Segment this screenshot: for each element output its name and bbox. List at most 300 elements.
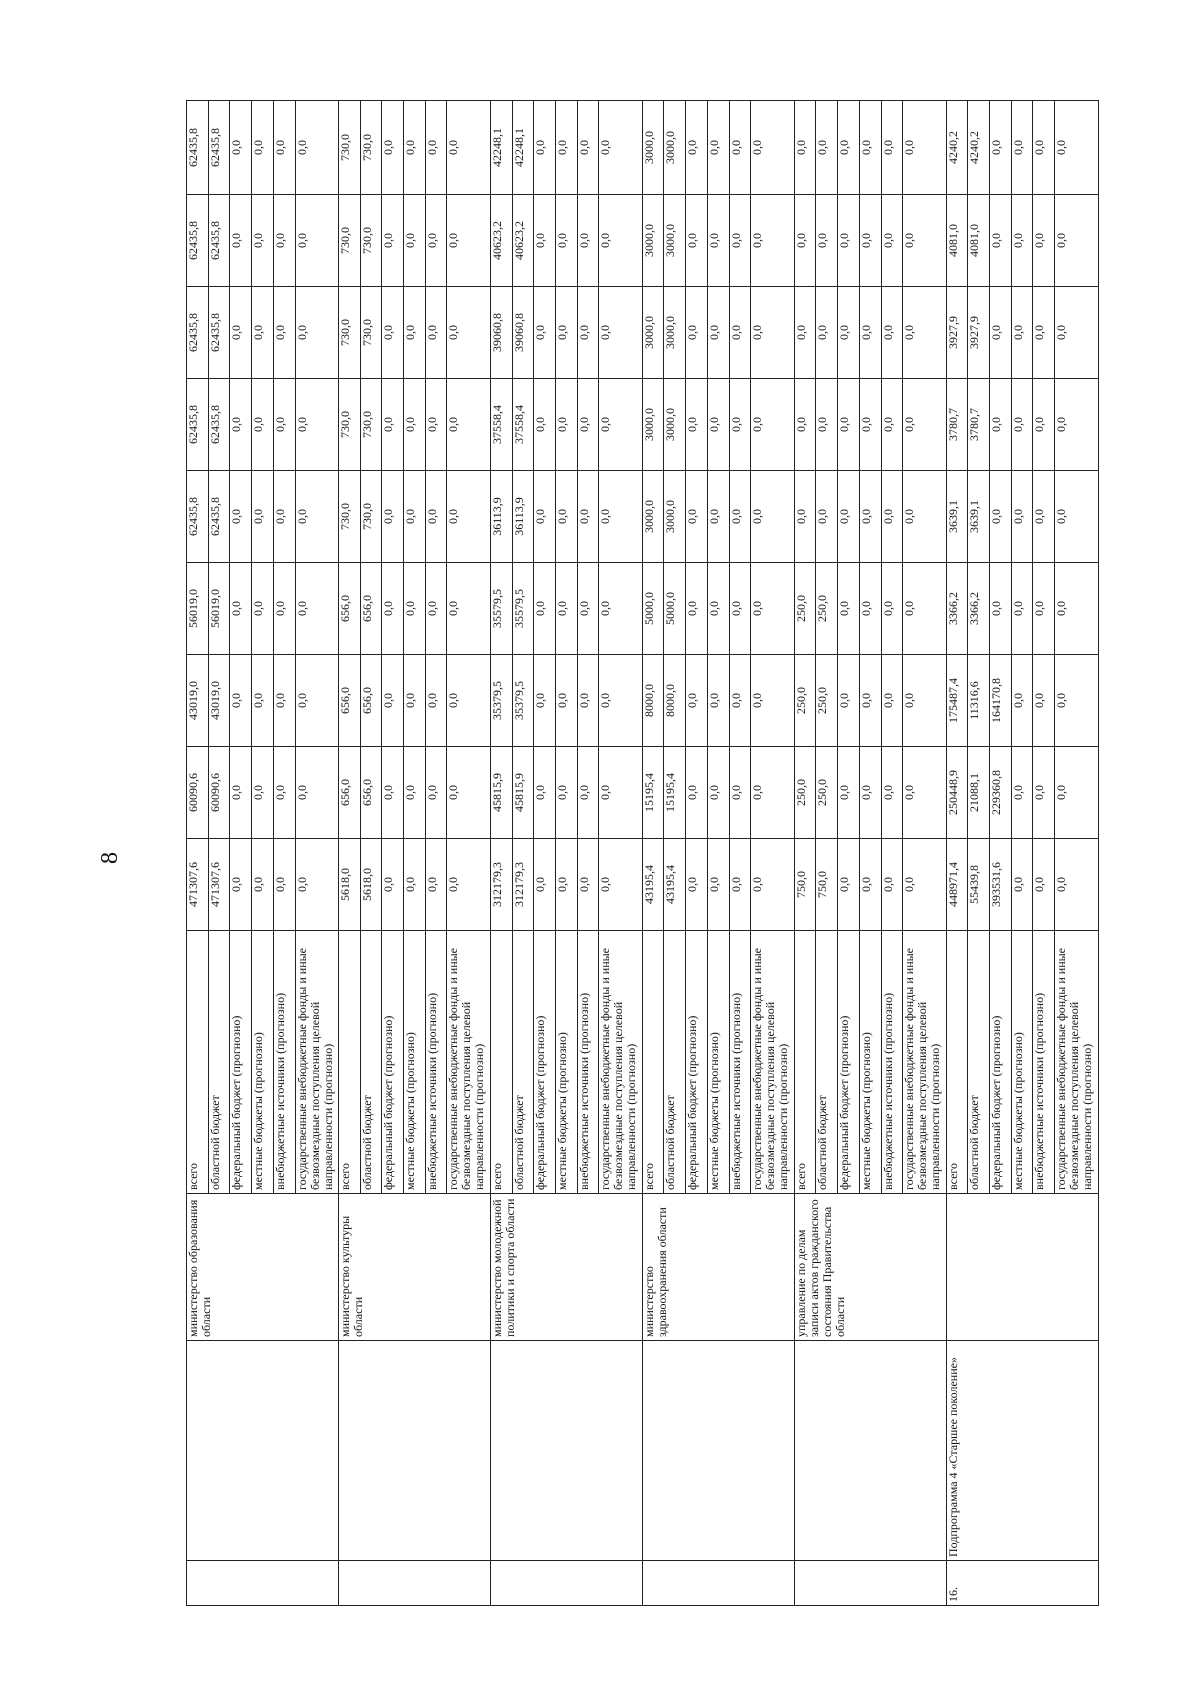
amount-cell: 164170,8 <box>990 655 1012 747</box>
amount-cell: 62435,8 <box>208 101 230 195</box>
amount-cell: 43195,4 <box>664 839 686 931</box>
amount-cell: 0,0 <box>273 379 295 471</box>
amount-cell: 0,0 <box>903 839 946 931</box>
amount-cell: 0,0 <box>1055 563 1098 655</box>
amount-cell: 0,0 <box>816 101 838 195</box>
amount-cell: 0,0 <box>1033 471 1055 563</box>
amount-cell: 0,0 <box>1055 655 1098 747</box>
amount-cell: 0,0 <box>404 195 426 287</box>
amount-cell: 0,0 <box>859 471 881 563</box>
amount-cell: 0,0 <box>599 195 642 287</box>
amount-cell: 750,0 <box>794 839 816 931</box>
funding-source-cell: местные бюджеты (прогнозно) <box>404 931 426 1194</box>
row-number-cell: 16. <box>946 1561 1098 1606</box>
amount-cell: 0,0 <box>686 287 708 379</box>
amount-cell: 0,0 <box>707 379 729 471</box>
amount-cell: 471307,6 <box>208 839 230 931</box>
amount-cell: 0,0 <box>577 747 599 839</box>
funding-source-cell: федеральный бюджет (прогнозно) <box>382 931 404 1194</box>
row-number-cell <box>642 1561 794 1606</box>
amount-cell: 0,0 <box>534 747 556 839</box>
amount-cell: 0,0 <box>859 287 881 379</box>
amount-cell: 0,0 <box>555 287 577 379</box>
funding-source-cell: государственные внебюджетные фонды и иные безвозмездные поступления целевой направленности (прогнозно) <box>1055 931 1098 1194</box>
amount-cell: 0,0 <box>1055 471 1098 563</box>
amount-cell: 250,0 <box>816 563 838 655</box>
amount-cell: 62435,8 <box>187 195 209 287</box>
amount-cell: 4081,0 <box>946 195 968 287</box>
amount-cell: 0,0 <box>707 287 729 379</box>
amount-cell: 3927,9 <box>946 287 968 379</box>
amount-cell: 0,0 <box>1011 101 1033 195</box>
executor-cell: министерство культуры области <box>338 1194 490 1341</box>
amount-cell: 3000,0 <box>642 471 664 563</box>
amount-cell: 56019,0 <box>187 563 209 655</box>
funding-source-cell: государственные внебюджетные фонды и иные безвозмездные поступления целевой направленности (прогнозно) <box>447 931 490 1194</box>
amount-cell: 0,0 <box>838 655 860 747</box>
funding-source-cell: местные бюджеты (прогнозно) <box>1011 931 1033 1194</box>
amount-cell: 0,0 <box>252 471 274 563</box>
amount-cell: 0,0 <box>859 379 881 471</box>
amount-cell: 5000,0 <box>664 563 686 655</box>
amount-cell: 250448,9 <box>946 747 968 839</box>
amount-cell: 35579,5 <box>490 563 512 655</box>
amount-cell: 656,0 <box>360 563 382 655</box>
amount-cell: 0,0 <box>273 655 295 747</box>
amount-cell: 0,0 <box>382 101 404 195</box>
amount-cell: 0,0 <box>273 839 295 931</box>
amount-cell: 0,0 <box>686 655 708 747</box>
amount-cell: 0,0 <box>295 655 338 747</box>
amount-cell: 0,0 <box>425 101 447 195</box>
funding-source-cell: местные бюджеты (прогнозно) <box>555 931 577 1194</box>
amount-cell: 312179,3 <box>512 839 534 931</box>
amount-cell: 0,0 <box>990 563 1012 655</box>
amount-cell: 0,0 <box>859 101 881 195</box>
amount-cell: 0,0 <box>1033 379 1055 471</box>
amount-cell: 0,0 <box>838 563 860 655</box>
amount-cell: 0,0 <box>881 287 903 379</box>
funding-source-cell: всего <box>794 931 816 1194</box>
amount-cell: 0,0 <box>838 839 860 931</box>
amount-cell: 35379,5 <box>512 655 534 747</box>
table-row <box>187 101 209 1606</box>
amount-cell: 0,0 <box>881 195 903 287</box>
amount-cell: 8000,0 <box>642 655 664 747</box>
amount-cell: 5618,0 <box>360 839 382 931</box>
amount-cell: 0,0 <box>534 471 556 563</box>
amount-cell: 0,0 <box>751 195 794 287</box>
amount-cell: 0,0 <box>382 287 404 379</box>
amount-cell: 4240,2 <box>946 101 968 195</box>
amount-cell: 0,0 <box>686 471 708 563</box>
amount-cell: 750,0 <box>816 839 838 931</box>
amount-cell: 730,0 <box>360 101 382 195</box>
amount-cell: 0,0 <box>425 563 447 655</box>
amount-cell: 0,0 <box>1055 195 1098 287</box>
amount-cell: 0,0 <box>577 379 599 471</box>
amount-cell: 35579,5 <box>512 563 534 655</box>
amount-cell: 0,0 <box>555 655 577 747</box>
amount-cell: 0,0 <box>273 563 295 655</box>
amount-cell: 3000,0 <box>664 379 686 471</box>
funding-source-cell: внебюджетные источники (прогнозно) <box>729 931 751 1194</box>
amount-cell: 0,0 <box>707 471 729 563</box>
amount-cell: 0,0 <box>599 655 642 747</box>
amount-cell: 0,0 <box>1033 655 1055 747</box>
funding-source-cell: всего <box>642 931 664 1194</box>
funding-source-cell: всего <box>338 931 360 1194</box>
amount-cell: 0,0 <box>1011 839 1033 931</box>
amount-cell: 3639,1 <box>946 471 968 563</box>
amount-cell: 0,0 <box>990 101 1012 195</box>
amount-cell: 0,0 <box>838 195 860 287</box>
amount-cell: 62435,8 <box>208 379 230 471</box>
rotated-table-page <box>186 101 1095 1606</box>
amount-cell: 3366,2 <box>946 563 968 655</box>
amount-cell: 8000,0 <box>664 655 686 747</box>
amount-cell: 3927,9 <box>968 287 990 379</box>
funding-source-cell: областной бюджет <box>664 931 686 1194</box>
amount-cell: 0,0 <box>1011 287 1033 379</box>
amount-cell: 0,0 <box>1055 747 1098 839</box>
amount-cell: 55439,8 <box>968 839 990 931</box>
amount-cell: 0,0 <box>707 195 729 287</box>
amount-cell: 0,0 <box>816 379 838 471</box>
amount-cell: 0,0 <box>382 195 404 287</box>
funding-source-cell: федеральный бюджет (прогнозно) <box>990 931 1012 1194</box>
amount-cell: 0,0 <box>295 195 338 287</box>
amount-cell: 0,0 <box>838 747 860 839</box>
amount-cell: 0,0 <box>425 747 447 839</box>
amount-cell: 0,0 <box>1055 839 1098 931</box>
amount-cell: 0,0 <box>1033 287 1055 379</box>
amount-cell: 0,0 <box>382 563 404 655</box>
program-name-cell <box>642 1341 794 1561</box>
amount-cell: 0,0 <box>1033 747 1055 839</box>
amount-cell: 0,0 <box>751 287 794 379</box>
amount-cell: 0,0 <box>1011 563 1033 655</box>
amount-cell: 0,0 <box>555 195 577 287</box>
amount-cell: 0,0 <box>859 747 881 839</box>
amount-cell: 39060,8 <box>512 287 534 379</box>
funding-source-cell: федеральный бюджет (прогнозно) <box>838 931 860 1194</box>
table-row <box>338 101 360 1606</box>
executor-cell: министерство образования области <box>187 1194 339 1341</box>
amount-cell: 0,0 <box>252 839 274 931</box>
amount-cell: 0,0 <box>729 101 751 195</box>
amount-cell: 43019,0 <box>187 655 209 747</box>
amount-cell: 656,0 <box>338 747 360 839</box>
amount-cell: 0,0 <box>859 563 881 655</box>
amount-cell: 56019,0 <box>208 563 230 655</box>
amount-cell: 0,0 <box>859 839 881 931</box>
amount-cell: 0,0 <box>577 563 599 655</box>
amount-cell: 0,0 <box>794 101 816 195</box>
amount-cell: 0,0 <box>881 471 903 563</box>
amount-cell: 0,0 <box>599 563 642 655</box>
amount-cell: 0,0 <box>382 747 404 839</box>
amount-cell: 730,0 <box>338 101 360 195</box>
amount-cell: 39060,8 <box>490 287 512 379</box>
amount-cell: 3000,0 <box>664 195 686 287</box>
funding-source-cell: областной бюджет <box>512 931 534 1194</box>
amount-cell: 0,0 <box>707 747 729 839</box>
amount-cell: 0,0 <box>555 101 577 195</box>
row-number-cell <box>794 1561 946 1606</box>
amount-cell: 0,0 <box>252 195 274 287</box>
amount-cell: 0,0 <box>425 471 447 563</box>
program-name-cell <box>490 1341 642 1561</box>
amount-cell: 0,0 <box>707 839 729 931</box>
amount-cell: 3000,0 <box>642 287 664 379</box>
amount-cell: 730,0 <box>338 195 360 287</box>
amount-cell: 0,0 <box>295 287 338 379</box>
amount-cell: 0,0 <box>295 471 338 563</box>
amount-cell: 0,0 <box>881 747 903 839</box>
amount-cell: 0,0 <box>404 839 426 931</box>
amount-cell: 0,0 <box>599 101 642 195</box>
amount-cell: 656,0 <box>338 655 360 747</box>
amount-cell: 0,0 <box>555 563 577 655</box>
amount-cell: 0,0 <box>729 747 751 839</box>
rotated-table-container <box>186 101 1095 1606</box>
amount-cell: 0,0 <box>1055 101 1098 195</box>
amount-cell: 36113,9 <box>490 471 512 563</box>
amount-cell: 0,0 <box>252 379 274 471</box>
amount-cell: 0,0 <box>859 655 881 747</box>
amount-cell: 0,0 <box>794 287 816 379</box>
amount-cell: 0,0 <box>729 563 751 655</box>
amount-cell: 0,0 <box>295 747 338 839</box>
amount-cell: 250,0 <box>816 747 838 839</box>
amount-cell: 0,0 <box>425 839 447 931</box>
amount-cell: 0,0 <box>686 747 708 839</box>
amount-cell: 0,0 <box>599 839 642 931</box>
amount-cell: 229360,8 <box>990 747 1012 839</box>
amount-cell: 0,0 <box>382 839 404 931</box>
budget-table <box>186 100 1099 1606</box>
row-number-cell <box>338 1561 490 1606</box>
amount-cell: 0,0 <box>273 287 295 379</box>
table-row <box>642 101 664 1606</box>
amount-cell: 0,0 <box>903 101 946 195</box>
amount-cell: 0,0 <box>577 471 599 563</box>
amount-cell: 0,0 <box>404 287 426 379</box>
amount-cell: 3000,0 <box>642 101 664 195</box>
amount-cell: 45815,9 <box>512 747 534 839</box>
amount-cell: 0,0 <box>729 839 751 931</box>
amount-cell: 0,0 <box>555 839 577 931</box>
amount-cell: 0,0 <box>816 287 838 379</box>
amount-cell: 0,0 <box>838 471 860 563</box>
amount-cell: 0,0 <box>729 287 751 379</box>
amount-cell: 0,0 <box>990 471 1012 563</box>
amount-cell: 730,0 <box>360 287 382 379</box>
amount-cell: 0,0 <box>555 379 577 471</box>
amount-cell: 0,0 <box>252 655 274 747</box>
amount-cell: 0,0 <box>686 563 708 655</box>
amount-cell: 0,0 <box>577 101 599 195</box>
amount-cell: 250,0 <box>816 655 838 747</box>
amount-cell: 0,0 <box>816 195 838 287</box>
amount-cell: 0,0 <box>273 101 295 195</box>
row-number-cell <box>187 1561 339 1606</box>
amount-cell: 0,0 <box>252 563 274 655</box>
amount-cell: 0,0 <box>838 379 860 471</box>
amount-cell: 0,0 <box>903 563 946 655</box>
amount-cell: 3000,0 <box>642 379 664 471</box>
amount-cell: 730,0 <box>360 379 382 471</box>
amount-cell: 3000,0 <box>642 195 664 287</box>
amount-cell: 37558,4 <box>512 379 534 471</box>
funding-source-cell: областной бюджет <box>360 931 382 1194</box>
amount-cell: 62435,8 <box>187 287 209 379</box>
amount-cell: 0,0 <box>751 379 794 471</box>
amount-cell: 0,0 <box>534 379 556 471</box>
amount-cell: 0,0 <box>425 655 447 747</box>
amount-cell: 0,0 <box>1033 563 1055 655</box>
amount-cell: 21088,1 <box>968 747 990 839</box>
amount-cell: 3000,0 <box>664 287 686 379</box>
funding-source-cell: федеральный бюджет (прогнозно) <box>686 931 708 1194</box>
table-row <box>946 101 968 1606</box>
funding-source-cell: внебюджетные источники (прогнозно) <box>881 931 903 1194</box>
amount-cell: 730,0 <box>360 471 382 563</box>
amount-cell: 0,0 <box>686 195 708 287</box>
amount-cell: 5000,0 <box>642 563 664 655</box>
amount-cell: 0,0 <box>555 747 577 839</box>
amount-cell: 62435,8 <box>208 287 230 379</box>
amount-cell: 471307,6 <box>187 839 209 931</box>
amount-cell: 0,0 <box>404 101 426 195</box>
amount-cell: 0,0 <box>707 563 729 655</box>
amount-cell: 0,0 <box>577 195 599 287</box>
amount-cell: 62435,8 <box>187 471 209 563</box>
funding-source-cell: областной бюджет <box>816 931 838 1194</box>
funding-source-cell: государственные внебюджетные фонды и иные безвозмездные поступления целевой направленности (прогнозно) <box>295 931 338 1194</box>
amount-cell: 0,0 <box>273 747 295 839</box>
amount-cell: 0,0 <box>599 471 642 563</box>
funding-source-cell: внебюджетные источники (прогнозно) <box>1033 931 1055 1194</box>
funding-source-cell: внебюджетные источники (прогнозно) <box>273 931 295 1194</box>
amount-cell: 0,0 <box>1011 747 1033 839</box>
amount-cell: 0,0 <box>404 379 426 471</box>
amount-cell: 62435,8 <box>208 195 230 287</box>
amount-cell: 250,0 <box>794 747 816 839</box>
amount-cell: 0,0 <box>273 195 295 287</box>
amount-cell: 37558,4 <box>490 379 512 471</box>
amount-cell: 0,0 <box>1011 195 1033 287</box>
amount-cell: 0,0 <box>230 471 252 563</box>
amount-cell: 0,0 <box>751 563 794 655</box>
amount-cell: 0,0 <box>599 747 642 839</box>
amount-cell: 730,0 <box>338 287 360 379</box>
program-name-cell <box>338 1341 490 1561</box>
amount-cell: 0,0 <box>881 839 903 931</box>
amount-cell: 60090,6 <box>187 747 209 839</box>
amount-cell: 35379,5 <box>490 655 512 747</box>
amount-cell: 0,0 <box>729 379 751 471</box>
amount-cell: 393531,6 <box>990 839 1012 931</box>
amount-cell: 15195,4 <box>664 747 686 839</box>
amount-cell: 0,0 <box>447 195 490 287</box>
amount-cell: 0,0 <box>382 379 404 471</box>
amount-cell: 0,0 <box>425 195 447 287</box>
amount-cell: 0,0 <box>404 655 426 747</box>
amount-cell: 0,0 <box>1011 655 1033 747</box>
amount-cell: 0,0 <box>534 839 556 931</box>
amount-cell: 730,0 <box>360 195 382 287</box>
amount-cell: 0,0 <box>230 287 252 379</box>
amount-cell: 0,0 <box>729 655 751 747</box>
amount-cell: 0,0 <box>1055 287 1098 379</box>
amount-cell: 0,0 <box>447 287 490 379</box>
amount-cell: 15195,4 <box>642 747 664 839</box>
amount-cell: 0,0 <box>686 379 708 471</box>
amount-cell: 0,0 <box>555 471 577 563</box>
funding-source-cell: государственные внебюджетные фонды и иные безвозмездные поступления целевой направленности (прогнозно) <box>599 931 642 1194</box>
amount-cell: 0,0 <box>252 747 274 839</box>
executor-cell: министерство молодежной политики и спорта области <box>490 1194 642 1341</box>
amount-cell: 0,0 <box>447 101 490 195</box>
executor-cell <box>946 1194 1098 1341</box>
amount-cell: 0,0 <box>903 379 946 471</box>
amount-cell: 43019,0 <box>208 655 230 747</box>
amount-cell: 40623,2 <box>490 195 512 287</box>
amount-cell: 0,0 <box>382 655 404 747</box>
amount-cell: 0,0 <box>425 379 447 471</box>
amount-cell: 0,0 <box>577 655 599 747</box>
amount-cell: 312179,3 <box>490 839 512 931</box>
amount-cell: 0,0 <box>599 379 642 471</box>
amount-cell: 0,0 <box>903 195 946 287</box>
amount-cell: 3366,2 <box>968 563 990 655</box>
funding-source-cell: федеральный бюджет (прогнозно) <box>230 931 252 1194</box>
budget-table-body <box>187 101 1099 1606</box>
table-row <box>490 101 512 1606</box>
amount-cell: 0,0 <box>404 471 426 563</box>
amount-cell: 0,0 <box>707 101 729 195</box>
amount-cell: 656,0 <box>338 563 360 655</box>
funding-source-cell: федеральный бюджет (прогнозно) <box>534 931 556 1194</box>
amount-cell: 0,0 <box>794 379 816 471</box>
amount-cell: 0,0 <box>577 287 599 379</box>
amount-cell: 0,0 <box>447 379 490 471</box>
amount-cell: 3000,0 <box>664 101 686 195</box>
amount-cell: 0,0 <box>273 471 295 563</box>
amount-cell: 656,0 <box>360 747 382 839</box>
amount-cell: 0,0 <box>447 655 490 747</box>
amount-cell: 0,0 <box>230 747 252 839</box>
amount-cell: 0,0 <box>903 471 946 563</box>
amount-cell: 0,0 <box>751 839 794 931</box>
amount-cell: 0,0 <box>729 195 751 287</box>
amount-cell: 0,0 <box>295 839 338 931</box>
amount-cell: 0,0 <box>230 101 252 195</box>
amount-cell: 175487,4 <box>946 655 968 747</box>
amount-cell: 0,0 <box>534 287 556 379</box>
funding-source-cell: государственные внебюджетные фонды и иные безвозмездные поступления целевой направленности (прогнозно) <box>751 931 794 1194</box>
amount-cell: 0,0 <box>404 563 426 655</box>
funding-source-cell: всего <box>946 931 968 1194</box>
amount-cell: 0,0 <box>295 101 338 195</box>
program-name-cell: Подпрограмма 4 «Старшее поколение» <box>946 1341 1098 1561</box>
funding-source-cell: местные бюджеты (прогнозно) <box>859 931 881 1194</box>
amount-cell: 0,0 <box>599 287 642 379</box>
amount-cell: 0,0 <box>230 379 252 471</box>
amount-cell: 4240,2 <box>968 101 990 195</box>
